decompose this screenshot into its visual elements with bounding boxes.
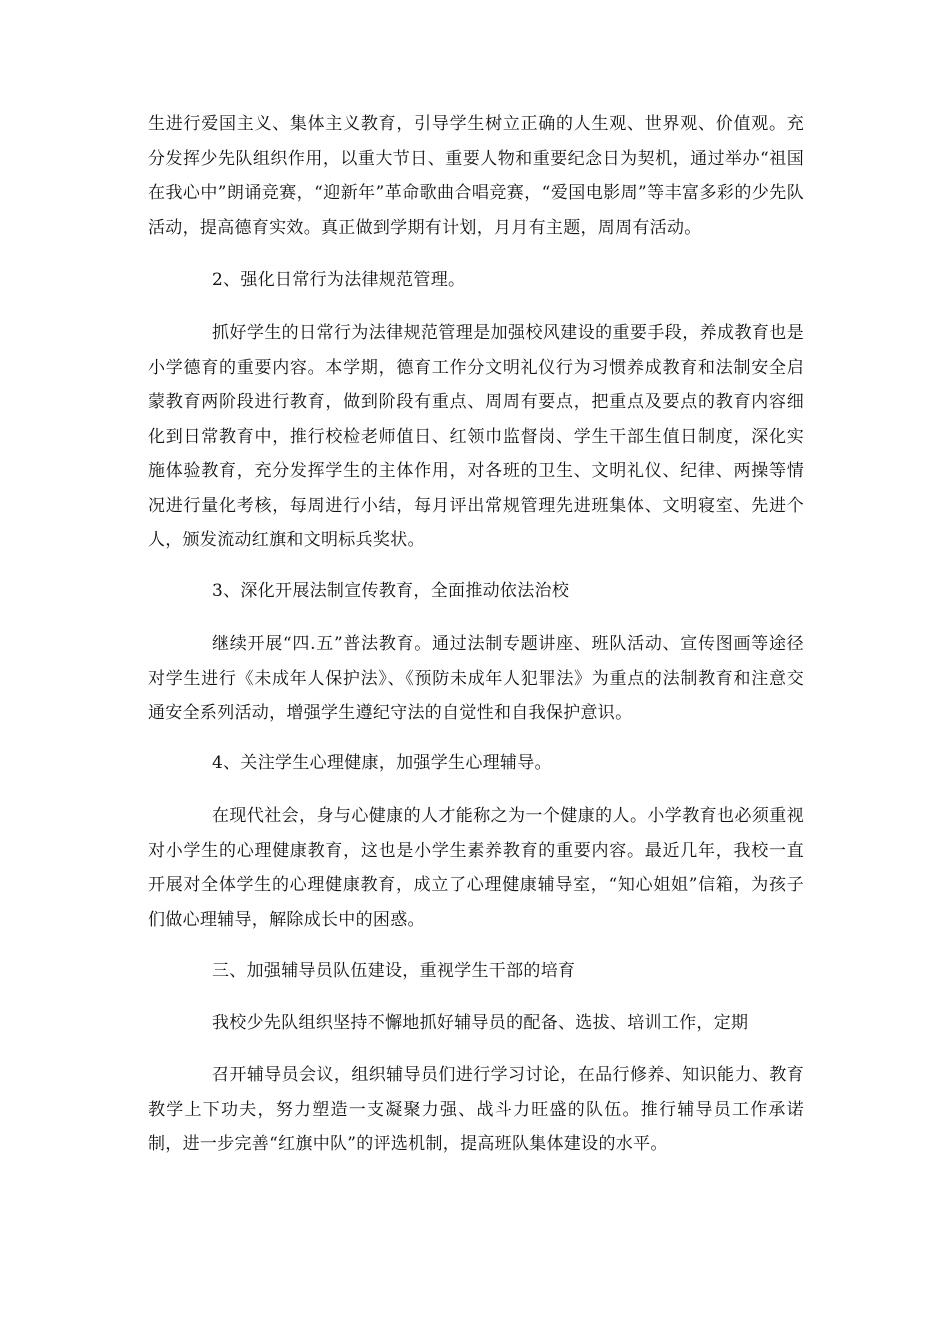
section-heading-4: 4、关注学生心理健康，加强学生心理辅导。 bbox=[212, 753, 552, 773]
section-heading-three: 三、加强辅导员队伍建设，重视学生干部的培育 bbox=[212, 961, 576, 981]
paragraph-legal-education: 继续开展“四.五”普法教育。通过法制专题讲座、班队活动、宣传图画等途径对学生进行《未成年人保护法》、《预防未成年人犯罪法》为重点的法制教育和注意交通安全系列活动，增强学生遵纪守法的自觉性和自我保护意识。 bbox=[148, 634, 804, 723]
section-heading-3: 3、深化开展法制宣传教育，全面推动依法治校 bbox=[212, 581, 570, 601]
paragraph-daily-conduct: 抓好学生的日常行为法律规范管理是加强校风建设的重要手段，养成教育也是小学德育的重要内容。本学期，德育工作分文明礼仪行为习惯养成教育和法制安全启蒙教育两阶段进行教育，做到阶段有重点、周周有要点，把重点及要点的教育内容细化到日常教育中，推行校检老师值日、红领巾监督岗、学生干部生值日制度，深化实施体验教育，充分发挥学生的主体作用，对各班的卫生、文明礼仪、纪律、两操等情况进行量化考核，每周进行小结，每月评出常规管理先进班集体、文明寝室、先进个人，颁发流动红旗和文明标兵奖状。 bbox=[148, 323, 804, 550]
section-heading-2: 2、强化日常行为法律规范管理。 bbox=[212, 270, 466, 290]
paragraph-mental-health: 在现代社会，身与心健康的人才能称之为一个健康的人。小学教育也必须重视对小学生的心理健康教育，这也是小学生素养教育的重要内容。最近几年，我校一直开展对全体学生的心理健康教育，成立了心理健康辅导室，“知心姐姐”信箱，为孩子们做心理辅导，解除成长中的困惑。 bbox=[148, 806, 804, 930]
paragraph-counselor-intro: 我校少先队组织坚持不懈地抓好辅导员的配备、选拔、培训工作，定期 bbox=[212, 1013, 749, 1033]
paragraph-counselor-training: 召开辅导员会议，组织辅导员们进行学习讨论，在品行修养、知识能力、教育教学上下功夫，努力塑造一支凝聚力强、战斗力旺盛的队伍。推行辅导员工作承诺制，进一步完善“红旗中队”的评选机制，提高班队集体建设的水平。 bbox=[148, 1065, 804, 1154]
paragraph-patriotic-education: 生进行爱国主义、集体主义教育，引导学生树立正确的人生观、世界观、价值观。充分发挥少先队组织作用，以重大节日、重要人物和重要纪念日为契机，通过举办“祖国在我心中”朗诵竞赛，“迎新年”革命歌曲合唱竞赛，“爱国电影周”等丰富多彩的少先队活动，提高德育实效。真正做到学期有计划，月月有主题，周周有活动。 bbox=[148, 114, 804, 238]
